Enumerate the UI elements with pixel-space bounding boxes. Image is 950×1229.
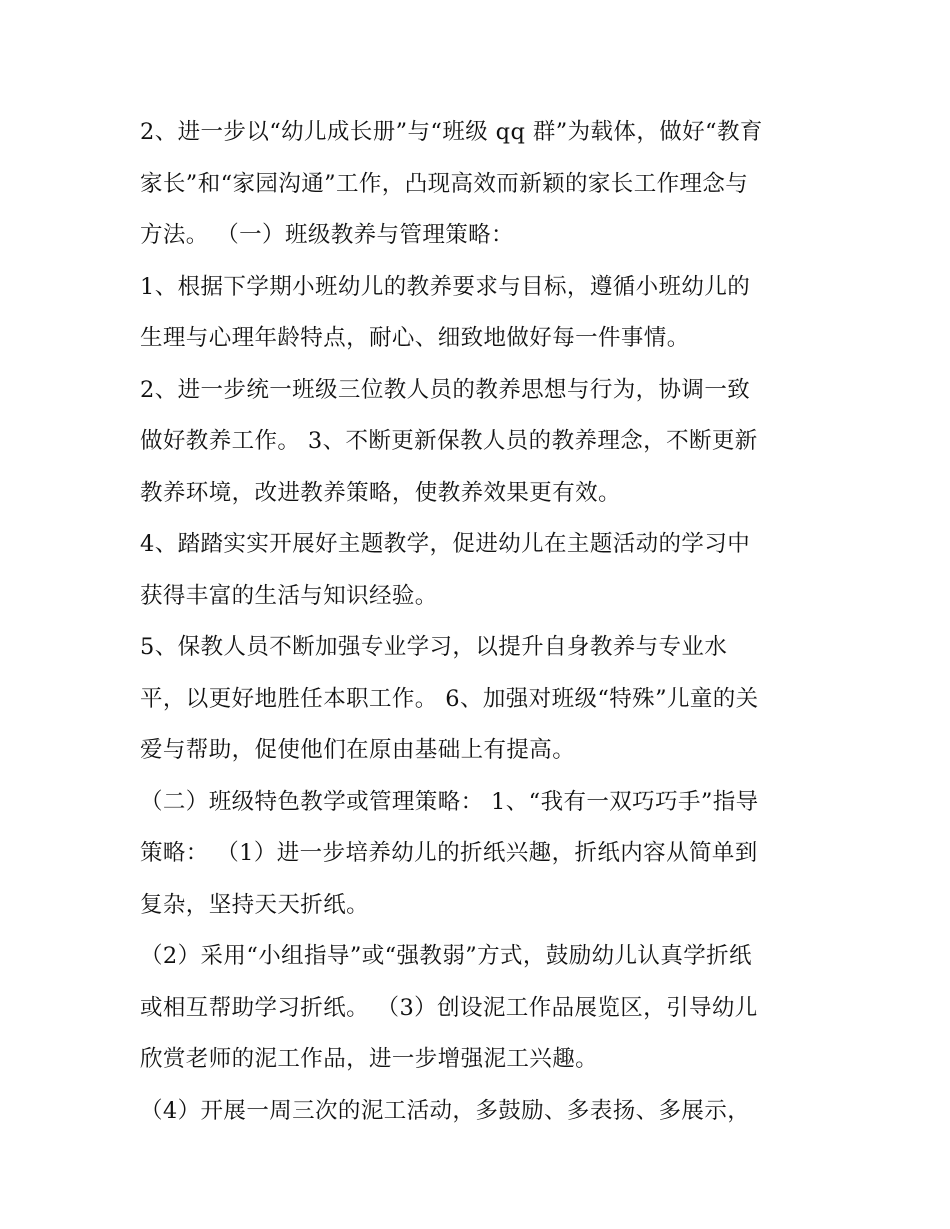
text-line: 5、保教人员不断加强专业学习，以提升自身教养与专业水 bbox=[140, 634, 728, 660]
text-line: （2）采用“小组指导”或“强教弱”方式，鼓励幼儿认真学折纸 bbox=[140, 943, 752, 969]
text-line: 教养环境，改进教养策略，使教养效果更有效。 bbox=[140, 479, 621, 506]
text-line: 获得丰富的生活与知识经验。 bbox=[140, 582, 438, 609]
text-line: 策略： （1）进一步培养幼儿的折纸兴趣，折纸内容从简单到 bbox=[140, 840, 758, 866]
text-line: 做好教养工作。 3、不断更新保教人员的教养理念，不断更新 bbox=[140, 428, 758, 454]
text-line: 家长”和“家园沟通”工作，凸现高效而新颖的家长工作理念与 bbox=[140, 170, 749, 197]
text-line: （4）开展一周三次的泥工活动，多鼓励、多表扬、多展示， bbox=[140, 1097, 751, 1124]
text-line: （二）班级特色教学或管理策略： 1、“我有一双巧巧手”指导 bbox=[140, 788, 759, 815]
text-line: 或相互帮助学习折纸。 （3）创设泥工作品展览区，引导幼儿 bbox=[140, 994, 758, 1021]
text-line: 方法。 （一）班级教养与管理策略： bbox=[140, 222, 514, 248]
text-line: 2、进一步统一班级三位教人员的教养思想与行为，协调一致 bbox=[140, 376, 751, 403]
document-body bbox=[140, 107, 820, 1137]
text-line: 4、踏踏实实开展好主题教学，促进幼儿在主题活动的学习中 bbox=[140, 531, 751, 557]
text-line: 爱与帮助，促使他们在原由基础上有提高。 bbox=[140, 737, 576, 763]
text-line: 复杂，坚持天天折纸。 bbox=[140, 891, 370, 918]
text-line: 欣赏老师的泥工作品，进一步增强泥工兴趣。 bbox=[140, 1046, 599, 1072]
text-line: 平，以更好地胜任本职工作。 6、加强对班级“特殊”儿童的关 bbox=[140, 685, 759, 712]
text-line: 2、进一步以“幼儿成长册”与“班级 qq 群”为载体，做好“教育 bbox=[140, 119, 763, 145]
text-line: 生理与心理年龄特点，耐心、细致地做好每一件事情。 bbox=[140, 325, 690, 351]
text-line: 1、根据下学期小班幼儿的教养要求与目标，遵循小班幼儿的 bbox=[140, 273, 751, 300]
